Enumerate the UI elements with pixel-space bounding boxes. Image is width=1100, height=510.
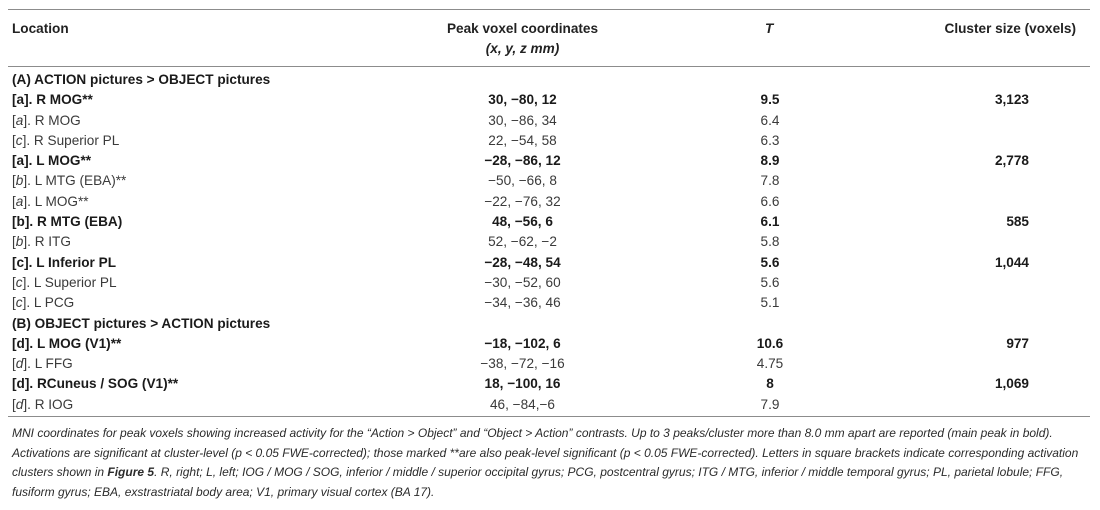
coordinates-cell: 46, −84,−6 [489, 396, 555, 412]
cluster-size-cell: 977 [1006, 335, 1029, 351]
t-value-cell: 6.6 [760, 193, 780, 209]
header-coordinates [400, 19, 645, 59]
cluster-letter: b [16, 214, 25, 230]
coordinates-cell: −30, −52, 60 [484, 274, 561, 290]
coordinates-cell: 48, −56, 6 [492, 214, 553, 230]
t-value-cell: 7.9 [760, 396, 780, 412]
location-cell: [b]. R ITG [12, 234, 71, 250]
table-bottom-rule [8, 416, 1090, 417]
t-value-cell: 5.1 [760, 295, 780, 311]
cluster-letter: d [15, 396, 24, 412]
cluster-size-cell: 3,123 [994, 92, 1029, 108]
region-name: L MTG (EBA)** [34, 173, 127, 189]
location-cell: [b]. L MTG (EBA)** [12, 173, 127, 189]
t-value-cell: 9.5 [760, 92, 780, 108]
t-value-cell: 10.6 [756, 335, 784, 351]
region-name: R IOG [34, 396, 74, 412]
t-value-cell: 6.4 [760, 112, 780, 128]
footnote-figure-ref: Figure 5 [107, 465, 155, 480]
location-cell: (B) OBJECT pictures > ACTION pictures [12, 315, 271, 331]
location-cell: [d]. L MOG (V1)** [12, 335, 122, 351]
t-value-cell: 5.8 [760, 234, 780, 250]
coordinates-cell: 52, −62, −2 [488, 234, 557, 250]
t-value-cell: 7.8 [760, 173, 780, 189]
cluster-letter: c [15, 132, 23, 148]
region-name: L MOG** [36, 153, 92, 169]
table-row [0, 334, 1100, 354]
location-cell: [a]. R MOG** [12, 92, 93, 108]
table-row [0, 111, 1100, 131]
t-value-cell: 5.6 [760, 254, 780, 270]
region-name: R MOG [34, 112, 81, 128]
coordinates-cell: −38, −72, −16 [480, 356, 565, 372]
coordinates-cell: −34, −36, 46 [484, 295, 561, 311]
table-row [0, 131, 1100, 151]
table-row [0, 192, 1100, 212]
header-coordinates-units: (x, y, z mm) [485, 41, 560, 56]
coordinates-cell: 22, −54, 58 [488, 132, 557, 148]
table-top-rule [8, 9, 1090, 10]
region-name: L FFG [34, 356, 73, 372]
cluster-size-cell: 585 [1006, 214, 1029, 230]
footnote-text-end: . R, right; L, left; IOG / MOG / SOG, inferior / middle / superior occipital gyrus; PCG, postcentral gyrus; ITG / MTG, inferior / middle temporal gyrus; PL, parietal lobule; FFG, fusiform gyrus; EBA, exstrastriatal body area; V1, primary visual cortex (BA 17). [12, 465, 1064, 499]
location-cell: (A) ACTION pictures > OBJECT pictures [12, 72, 271, 87]
region-name: RCuneus / SOG (V1)** [36, 376, 179, 392]
location-cell: [d]. R IOG [12, 396, 74, 412]
coordinates-cell: −18, −102, 6 [484, 335, 561, 351]
coordinates-cell: −50, −66, 8 [488, 173, 557, 189]
table-row [0, 212, 1100, 232]
table-row [0, 253, 1100, 273]
coordinates-cell: −28, −48, 54 [484, 254, 561, 270]
section-header-row [0, 70, 1100, 90]
table-row [0, 90, 1100, 110]
table-row [0, 395, 1100, 415]
location-cell: [c]. R Superior PL [12, 132, 120, 148]
coordinates-cell: 18, −100, 16 [484, 376, 561, 392]
cluster-letter: a [16, 153, 25, 169]
location-cell: [c]. L PCG [12, 295, 75, 311]
header-location: Location [12, 21, 69, 36]
cluster-letter: a [15, 112, 24, 128]
cluster-letter: c [15, 295, 23, 311]
cluster-letter: d [16, 376, 25, 392]
coordinates-cell: 30, −86, 34 [488, 112, 557, 128]
cluster-letter: a [15, 193, 24, 209]
region-name: L PCG [33, 295, 75, 311]
cluster-letter: b [15, 173, 24, 189]
table-body [0, 70, 1100, 415]
table-row [0, 354, 1100, 374]
cluster-letter: d [16, 335, 25, 351]
header-coordinates-title: Peak voxel coordinates [446, 21, 599, 36]
cluster-size-cell: 1,044 [994, 254, 1029, 270]
cluster-letter: c [15, 274, 23, 290]
cluster-letter: a [16, 92, 25, 108]
t-value-cell: 8 [766, 376, 774, 392]
table-header-rule [8, 66, 1090, 67]
location-cell: [c]. L Inferior PL [12, 254, 116, 270]
footnote-text: MNI coordinates for peak voxels showing increased activity for the “Action > Object” and “Object > Action” contrasts. Up to 3 peaks/cluster more than 8.0 mm apart are reported (main peak in bold). Activations are significant at cluster-level (p < 0.05 FWE-corrected); those marked **are also peak-level significant (p < 0.05 FWE-corrected). Letters in square brackets indicate corresponding activation clusters shown in [12, 426, 1079, 480]
table-row [0, 171, 1100, 191]
table-row [0, 151, 1100, 171]
cluster-letter: c [16, 254, 25, 270]
location-cell: [d]. L FFG [12, 356, 73, 372]
table-row [0, 273, 1100, 293]
coordinates-cell: −28, −86, 12 [484, 153, 561, 169]
cluster-size-cell: 1,069 [994, 376, 1029, 392]
t-value-cell: 8.9 [760, 153, 780, 169]
table-footnote [12, 424, 1094, 502]
location-cell: [a]. L MOG** [12, 193, 89, 209]
location-cell: [a]. L MOG** [12, 153, 92, 169]
location-cell: [d]. RCuneus / SOG (V1)** [12, 376, 179, 392]
cluster-letter: d [15, 356, 24, 372]
table-row [0, 293, 1100, 313]
cluster-letter: b [15, 234, 24, 250]
location-cell: [c]. L Superior PL [12, 274, 117, 290]
header-t: T [765, 21, 774, 36]
region-name: L MOG** [34, 193, 89, 209]
region-name: L MOG (V1)** [36, 335, 122, 351]
region-name: R MTG (EBA) [36, 214, 123, 230]
location-cell: [b]. R MTG (EBA) [12, 214, 123, 230]
region-name: R Superior PL [33, 132, 120, 148]
coordinates-cell: 30, −80, 12 [488, 92, 557, 108]
table-row [0, 374, 1100, 394]
t-value-cell: 4.75 [756, 356, 784, 372]
cluster-size-cell: 2,778 [994, 153, 1029, 169]
coordinates-cell: −22, −76, 32 [484, 193, 561, 209]
region-name: R MOG** [36, 92, 93, 108]
region-name: R ITG [34, 234, 71, 250]
t-value-cell: 6.3 [760, 132, 780, 148]
region-name: L Superior PL [33, 274, 117, 290]
t-value-cell: 5.6 [760, 274, 780, 290]
header-cluster-size: Cluster size (voxels) [944, 21, 1076, 36]
section-header-row [0, 314, 1100, 334]
location-cell: [a]. R MOG [12, 112, 81, 128]
table-row [0, 232, 1100, 252]
t-value-cell: 6.1 [760, 214, 780, 230]
region-name: L Inferior PL [36, 254, 116, 270]
